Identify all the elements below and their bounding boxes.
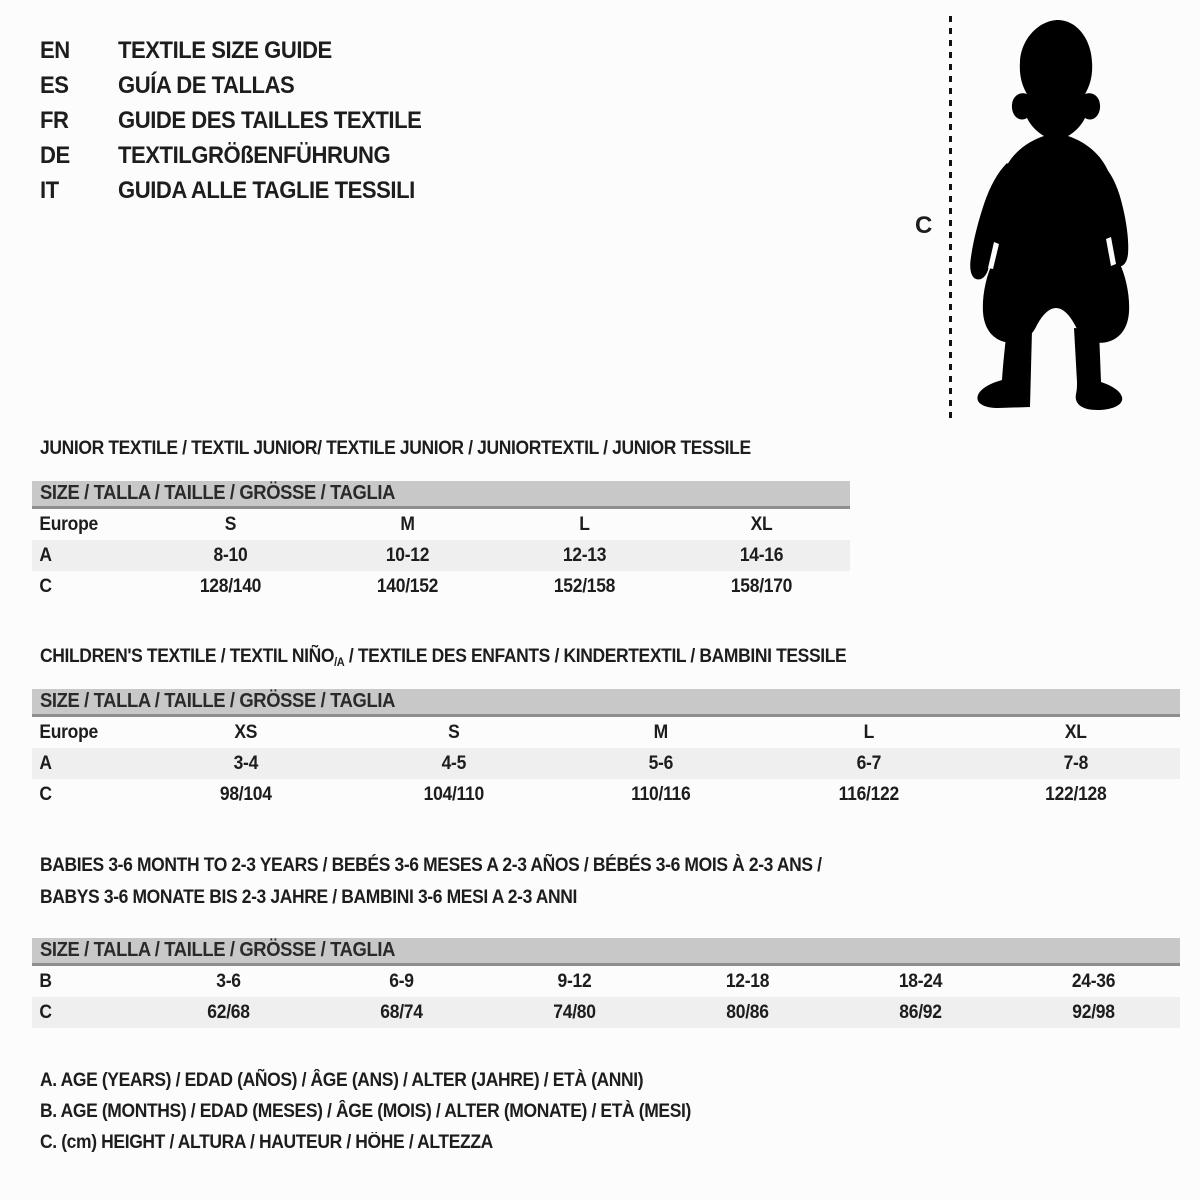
row-label: A — [39, 544, 52, 566]
legend-line-c — [40, 1127, 748, 1158]
size-header-bar — [32, 481, 850, 509]
age-cell: 6-7 — [856, 752, 881, 774]
lang-title: GUIDE DES TAILLES TEXTILE — [118, 106, 422, 134]
months-cell: 12-18 — [725, 970, 770, 992]
table-row-height — [32, 779, 1180, 810]
lang-title: GUIDA ALLE TAGLIE TESSILI — [118, 176, 415, 204]
height-cell: 74/80 — [553, 1001, 596, 1023]
row-label: B — [39, 970, 52, 992]
height-cell: 68/74 — [380, 1001, 423, 1023]
legend-line-b — [40, 1096, 748, 1127]
months-cell: 18-24 — [898, 970, 943, 992]
row-label: Europe — [39, 513, 98, 535]
height-cell: 80/86 — [726, 1001, 769, 1023]
size-header-label: SIZE / TALLA / TAILLE / GRÖSSE / TAGLIA — [40, 482, 396, 504]
age-cell: 7-8 — [1063, 752, 1089, 774]
babies-size-table — [32, 938, 1180, 1028]
size-cell: S — [224, 513, 237, 535]
lang-code: ES — [40, 71, 69, 99]
row-label: Europe — [39, 721, 98, 743]
size-cell: L — [579, 513, 590, 535]
legend — [40, 1065, 748, 1158]
lang-row-it — [40, 173, 448, 208]
age-cell: 3-4 — [233, 752, 259, 774]
language-title-list — [40, 33, 448, 208]
table-row-height — [32, 997, 1180, 1028]
babies-section-title-line1: BABIES 3-6 MONTH TO 2-3 YEARS / BEBÉS 3-6 MESES A 2-3 AÑOS / BÉBÉS 3-6 MOIS À 2-3 ANS / — [40, 855, 822, 876]
height-cell: 104/110 — [423, 783, 484, 805]
lang-code: DE — [40, 141, 70, 169]
height-cell: 122/128 — [1045, 783, 1107, 805]
row-label: C — [39, 783, 52, 805]
height-cell: 86/92 — [899, 1001, 942, 1023]
months-cell: 9-12 — [557, 970, 592, 992]
legend-text: A. AGE (YEARS) / EDAD (AÑOS) / ÂGE (ANS) / ALTER (JAHRE) / ETÀ (ANNI) — [40, 1069, 644, 1091]
junior-size-table — [32, 481, 850, 602]
height-cell: 98/104 — [219, 783, 272, 805]
table-row-europe — [32, 509, 850, 540]
height-cell: 92/98 — [1072, 1001, 1115, 1023]
age-cell: 4-5 — [441, 752, 466, 774]
table-row-europe — [32, 717, 1180, 748]
children-title-pre: CHILDREN'S TEXTILE / TEXTIL NIÑO — [40, 646, 335, 667]
lang-row-fr — [40, 103, 448, 138]
children-size-table — [32, 689, 1180, 810]
size-cell: XL — [1065, 721, 1088, 743]
row-label: C — [39, 575, 52, 597]
table-row-months — [32, 966, 1180, 997]
size-header-label: SIZE / TALLA / TAILLE / GRÖSSE / TAGLIA — [40, 690, 396, 712]
size-header-bar — [32, 689, 1180, 717]
babies-section-title-line2: BABYS 3-6 MONATE BIS 2-3 JAHRE / BAMBINI 3-6 MESI A 2-3 ANNI — [40, 887, 578, 908]
lang-code: FR — [40, 106, 69, 134]
size-header-label: SIZE / TALLA / TAILLE / GRÖSSE / TAGLIA — [40, 939, 396, 961]
lang-row-de — [40, 138, 448, 173]
height-cell: 152/158 — [553, 575, 616, 597]
lang-title: GUÍA DE TALLAS — [118, 71, 295, 99]
row-label: A — [39, 752, 52, 774]
months-cell: 3-6 — [216, 970, 241, 992]
size-header-bar — [32, 938, 1180, 966]
age-cell: 10-12 — [385, 544, 430, 566]
height-cell: 140/152 — [376, 575, 439, 597]
lang-row-en — [40, 33, 448, 68]
size-cell: M — [400, 513, 415, 535]
lang-code: EN — [40, 36, 70, 64]
height-cell: 128/140 — [199, 575, 262, 597]
size-cell: M — [653, 721, 669, 743]
height-cell: 158/170 — [730, 575, 793, 597]
age-cell: 5-6 — [648, 752, 674, 774]
toddler-silhouette-icon — [958, 14, 1153, 424]
table-row-age — [32, 748, 1180, 779]
height-cell: 62/68 — [207, 1001, 250, 1023]
size-cell: S — [447, 721, 460, 743]
children-title-post: / TEXTILE DES ENFANTS / KINDERTEXTIL / BAMBINI TESSILE — [344, 646, 847, 667]
lang-code: IT — [40, 176, 59, 204]
row-label: C — [39, 1001, 52, 1023]
height-cell: 110/116 — [631, 783, 691, 805]
legend-text: B. AGE (MONTHS) / EDAD (MESES) / ÂGE (MOIS) / ALTER (MONATE) / ETÀ (MESI) — [40, 1100, 691, 1122]
size-cell: XL — [750, 513, 773, 535]
size-cell: L — [863, 721, 874, 743]
months-cell: 24-36 — [1071, 970, 1116, 992]
age-cell: 14-16 — [739, 544, 784, 566]
age-cell: 8-10 — [213, 544, 248, 566]
height-cell: 116/122 — [838, 783, 899, 805]
table-row-height — [32, 571, 850, 602]
height-dashed-line — [949, 16, 952, 418]
lang-title: TEXTILE SIZE GUIDE — [118, 36, 332, 64]
age-cell: 12-13 — [562, 544, 607, 566]
legend-text: C. (cm) HEIGHT / ALTURA / HAUTEUR / HÖHE / ALTEZZA — [40, 1131, 493, 1153]
children-section-title — [40, 646, 916, 669]
lang-title: TEXTILGRÖßENFÜHRUNG — [118, 141, 391, 169]
height-measure-label: C — [915, 212, 933, 239]
months-cell: 6-9 — [389, 970, 414, 992]
size-cell: XS — [234, 721, 258, 743]
table-row-age — [32, 540, 850, 571]
legend-line-a — [40, 1065, 748, 1096]
junior-section-title: JUNIOR TEXTILE / TEXTIL JUNIOR/ TEXTILE JUNIOR / JUNIORTEXTIL / JUNIOR TESSILE — [40, 438, 751, 459]
children-title-sub: /A — [334, 655, 345, 669]
lang-row-es — [40, 68, 448, 103]
